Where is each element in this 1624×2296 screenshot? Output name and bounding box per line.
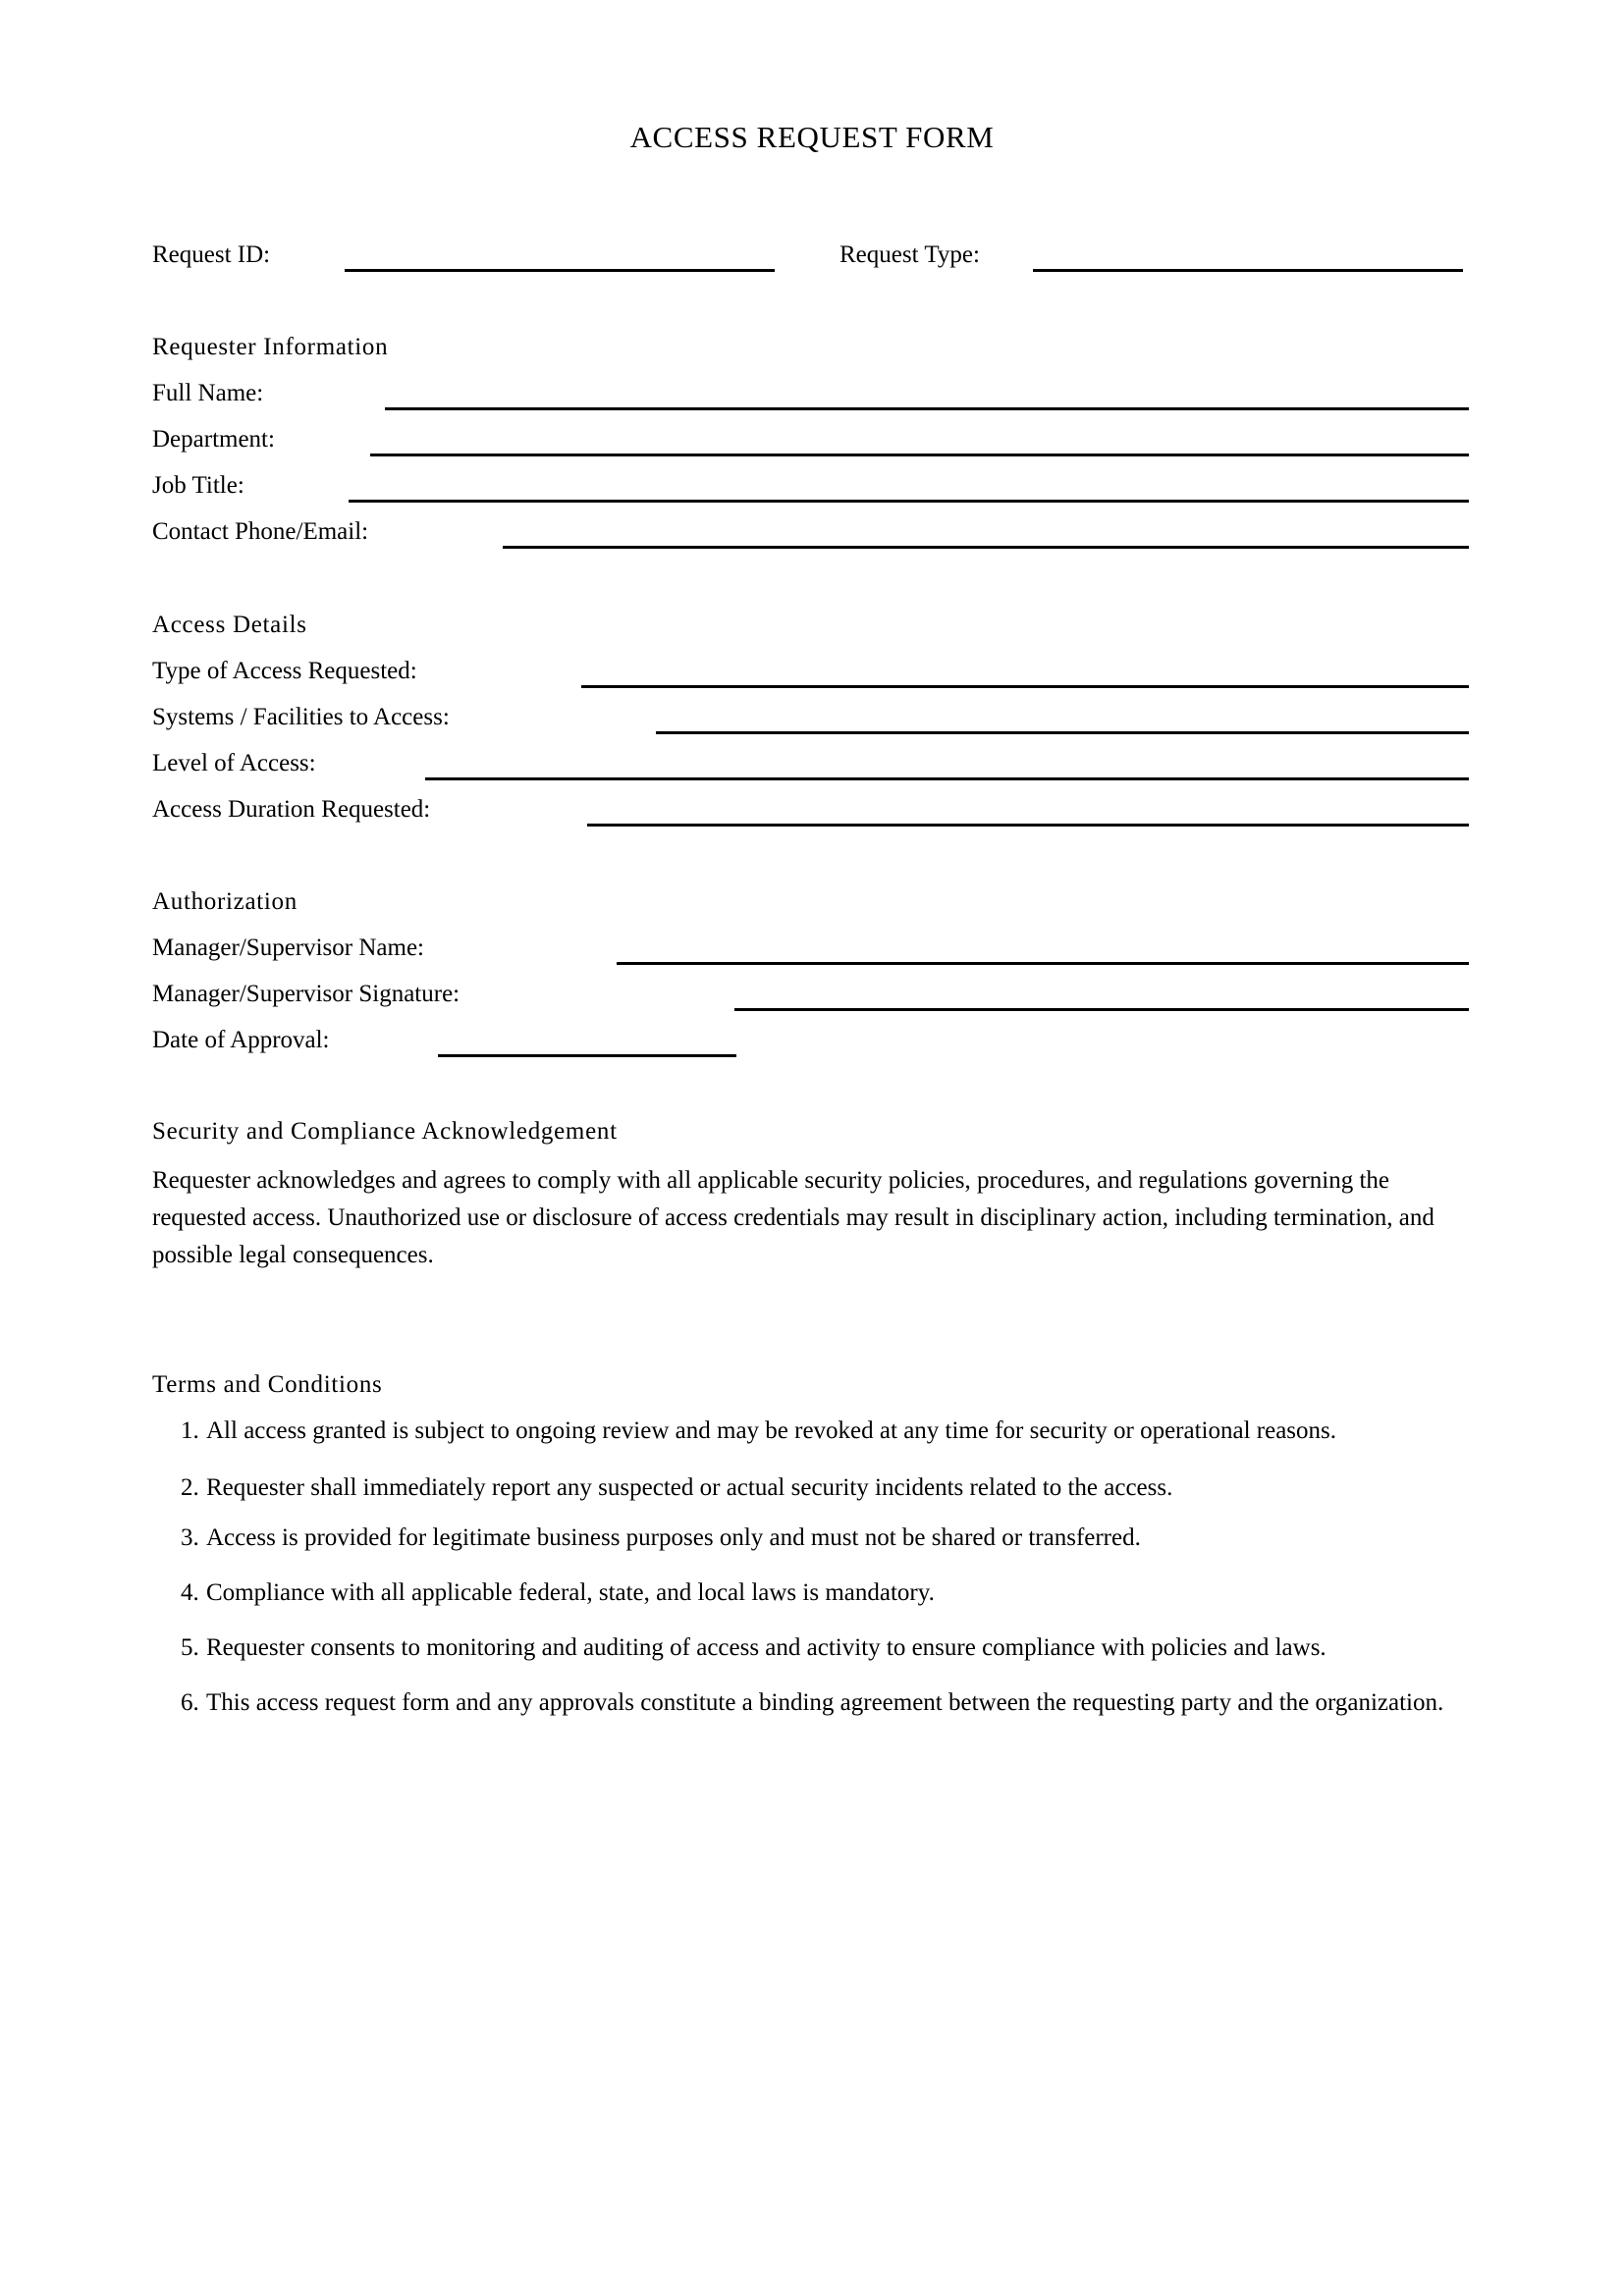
terms-item-number: 4. — [181, 1579, 199, 1606]
terms-item-number: 2. — [181, 1474, 199, 1501]
terms-item-number: 5. — [181, 1634, 199, 1661]
field-label-level-of-access: Level of Access: — [152, 750, 316, 776]
page-title: ACCESS REQUEST FORM — [629, 120, 995, 154]
field-rule-manager-name[interactable] — [617, 962, 1469, 965]
field-rule-type-of-access[interactable] — [581, 685, 1469, 688]
field-label-date-of-approval: Date of Approval: — [152, 1027, 330, 1053]
field-label-systems-facilities: Systems / Facilities to Access: — [152, 704, 450, 730]
field-rule-date-of-approval[interactable] — [438, 1054, 736, 1057]
field-rule-level-of-access[interactable] — [425, 777, 1469, 780]
field-rule-systems-facilities[interactable] — [656, 731, 1469, 734]
terms-list-item — [181, 1418, 1336, 1443]
terms-item-text: Requester shall immediately report any suspected or actual security incidents related to the access. — [206, 1474, 1173, 1501]
section-heading-security-compliance: Security and Compliance Acknowledgement — [152, 1118, 618, 1145]
field-label-manager-signature: Manager/Supervisor Signature: — [152, 981, 460, 1007]
field-rule-full-name[interactable] — [385, 407, 1469, 410]
field-label-request-id: Request ID: — [152, 241, 271, 268]
field-rule-contact-phone-email[interactable] — [503, 546, 1469, 549]
field-label-full-name: Full Name: — [152, 380, 264, 406]
terms-list-item — [181, 1690, 1443, 1715]
field-label-access-duration: Access Duration Requested: — [152, 796, 431, 823]
field-label-contact-phone-email: Contact Phone/Email: — [152, 518, 369, 545]
terms-list-item — [181, 1475, 1172, 1500]
terms-item-text: Requester consents to monitoring and auditing of access and activity to ensure compliance with policies and laws. — [206, 1634, 1326, 1661]
terms-item-number: 6. — [181, 1689, 199, 1716]
section-heading-access-details: Access Details — [152, 612, 307, 638]
field-label-request-type: Request Type: — [839, 241, 980, 268]
terms-item-text: This access request form and any approvals constitute a binding agreement between the requesting party and the organization. — [206, 1689, 1444, 1716]
field-rule-manager-signature[interactable] — [734, 1008, 1469, 1011]
field-label-type-of-access: Type of Access Requested: — [152, 658, 417, 684]
field-rule-job-title[interactable] — [349, 500, 1469, 503]
section-heading-terms-conditions: Terms and Conditions — [152, 1371, 383, 1398]
terms-item-number: 1. — [181, 1417, 199, 1444]
field-label-job-title: Job Title: — [152, 472, 244, 499]
terms-list-item — [181, 1525, 1141, 1550]
acknowledgement-body: Requester acknowledges and agrees to comply with all applicable security policies, procedures, and regulations governing the requested access. Unauthorized use or disclosure of access credentials may result in disciplinary action, including termination, and possible legal consequences. — [152, 1167, 1435, 1268]
terms-list-item — [181, 1635, 1326, 1660]
field-rule-request-type[interactable] — [1033, 269, 1463, 272]
field-label-manager-name: Manager/Supervisor Name: — [152, 934, 425, 961]
field-label-department: Department: — [152, 426, 275, 453]
field-rule-access-duration[interactable] — [587, 824, 1469, 827]
field-rule-request-id[interactable] — [345, 269, 775, 272]
terms-item-text: Access is provided for legitimate business purposes only and must not be shared or transferred. — [206, 1524, 1141, 1551]
section-heading-authorization: Authorization — [152, 888, 298, 915]
terms-item-number: 3. — [181, 1524, 199, 1551]
terms-list-item — [181, 1580, 935, 1605]
section-heading-requester-information: Requester Information — [152, 334, 389, 360]
terms-item-text: Compliance with all applicable federal, state, and local laws is mandatory. — [206, 1579, 935, 1606]
field-rule-department[interactable] — [370, 454, 1469, 456]
terms-item-text: All access granted is subject to ongoing review and may be revoked at any time for security or operational reasons. — [206, 1417, 1337, 1444]
